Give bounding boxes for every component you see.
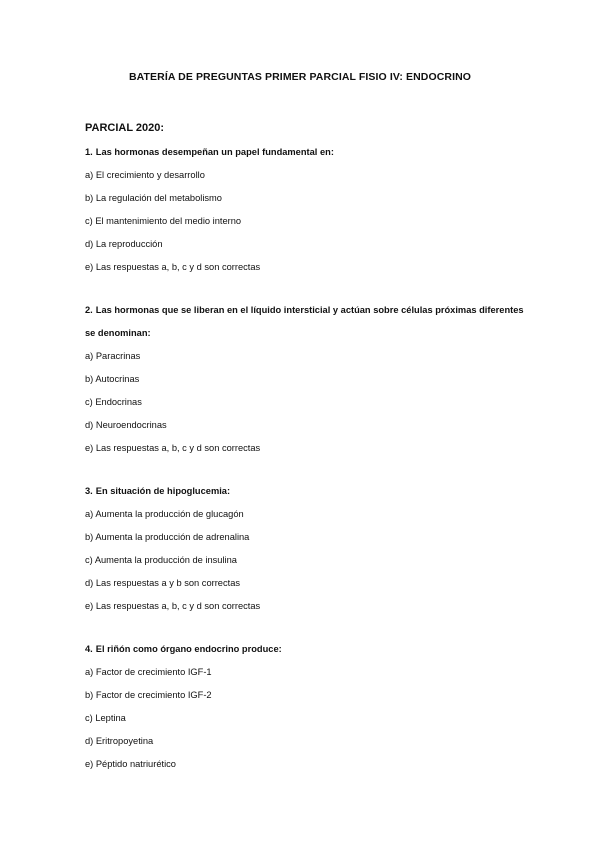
answer-option-e: e) Las respuestas a, b, c y d son correctas	[85, 443, 261, 453]
question-number: 4.	[85, 644, 93, 654]
answer-option-a: a) Factor de crecimiento IGF-1	[85, 667, 212, 677]
answer-options	[85, 345, 525, 460]
answer-option-d: d) Eritropoyetina	[85, 736, 154, 746]
answer-options	[85, 661, 525, 776]
answer-option-b: b) La regulación del metabolismo	[85, 193, 222, 203]
question-stem: El riñón como órgano endocrino produce:	[95, 644, 282, 654]
answer-option-c: c) Leptina	[85, 713, 126, 723]
answer-option-e: e) Péptido natriurético	[85, 759, 176, 769]
answer-option-e: e) Las respuestas a, b, c y d son correctas	[85, 601, 261, 611]
question-number: 3.	[85, 486, 93, 496]
answer-option-b: b) Factor de crecimiento IGF-2	[85, 690, 212, 700]
question-3	[85, 480, 525, 618]
question-stem: En situación de hipoglucemia:	[95, 486, 231, 496]
question-stem: Las hormonas que se liberan en el líquido intersticial y actúan sobre células próximas diferentes se denominan:	[85, 305, 524, 338]
answer-option-d: d) Las respuestas a y b son correctas	[85, 578, 241, 588]
question-stem: Las hormonas desempeñan un papel fundamental en:	[95, 147, 334, 157]
answer-option-c: c) Endocrinas	[85, 397, 142, 407]
answer-option-e: e) Las respuestas a, b, c y d son correctas	[85, 262, 261, 272]
question-number: 2.	[85, 305, 93, 315]
question-2	[85, 299, 525, 460]
question-number: 1.	[85, 147, 93, 157]
answer-option-d: d) Neuroendocrinas	[85, 420, 167, 430]
answer-option-d: d) La reproducción	[85, 239, 163, 249]
answer-option-c: c) El mantenimiento del medio interno	[85, 216, 242, 226]
answer-option-b: b) Aumenta la producción de adrenalina	[85, 532, 250, 542]
question-text	[85, 480, 525, 503]
question-text	[85, 299, 525, 345]
question-text	[85, 638, 525, 661]
document-title: BATERÍA DE PREGUNTAS PRIMER PARCIAL FISIO IV: ENDOCRINO	[128, 71, 472, 83]
answer-option-a: a) Aumenta la producción de glucagón	[85, 509, 244, 519]
answer-option-c: c) Aumenta la producción de insulina	[85, 555, 237, 565]
section-title: PARCIAL 2020:	[85, 122, 165, 134]
question-1	[85, 141, 525, 279]
question-text	[85, 141, 525, 164]
question-4	[85, 638, 525, 776]
answer-options	[85, 164, 525, 279]
answer-option-a: a) El crecimiento y desarrollo	[85, 170, 205, 180]
answer-option-b: b) Autocrinas	[85, 374, 140, 384]
answer-option-a: a) Paracrinas	[85, 351, 141, 361]
answer-options	[85, 503, 525, 618]
